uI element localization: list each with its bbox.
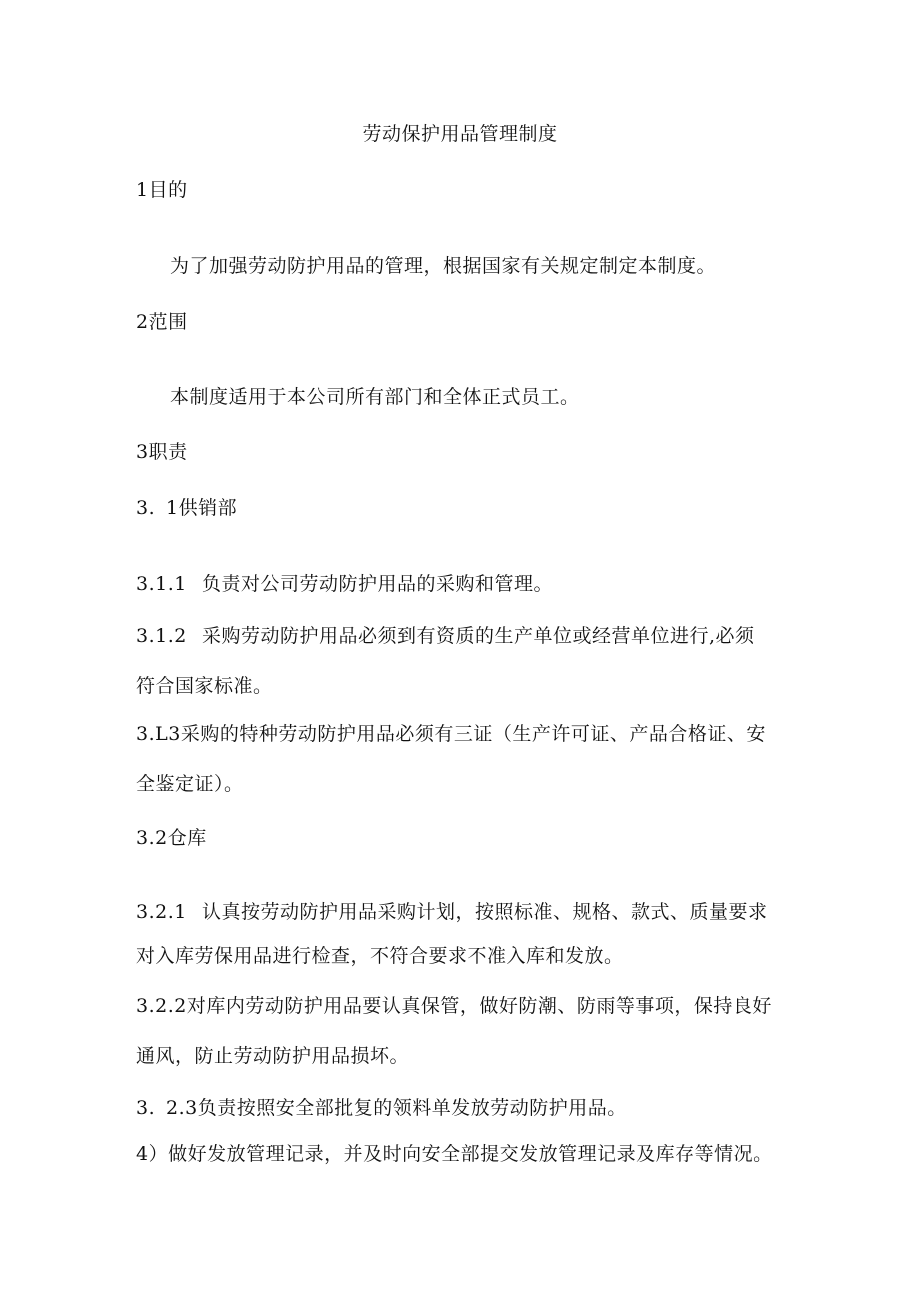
clause-3-1-3-line-1: 3.L3采购的特种劳动防护用品必须有三证（生产许可证、产品合格证、安 (136, 723, 766, 745)
clause-3-2-3-text: 2.3负责按照安全部批复的领料单发放劳动防护用品。 (166, 1097, 627, 1119)
clause-3-1-2-line-2: 符合国家标准。 (136, 675, 273, 697)
clause-3-2-2-line-2: 通风，防止劳动防护用品损坏。 (136, 1045, 410, 1067)
section-3-1-heading-number: 3. (136, 497, 156, 519)
clause-3-2-2-line-1: 3.2.2对库内劳动防护用品要认真保管，做好防潮、防雨等事项，保持良好 (136, 995, 772, 1017)
section-3-heading: 3职责 (136, 441, 188, 463)
section-3-1-heading-text: 1供销部 (166, 497, 238, 519)
clause-3-1-1-number: 3.1.1 (136, 573, 187, 595)
clause-3-1-1 (136, 572, 553, 596)
clause-3-1-2-line-1 (136, 624, 755, 648)
clause-3-2-1-line-2: 对入库劳保用品进行检查，不符合要求不准入库和发放。 (136, 945, 624, 967)
clause-3-1-2-text: 采购劳动防护用品必须到有资质的生产单位或经营单位进行,必须 (202, 625, 755, 647)
clause-3-2-1-line-1 (136, 900, 768, 924)
section-1-body: 为了加强劳动防护用品的管理，根据国家有关规定制定本制度。 (170, 255, 717, 277)
clause-3-2-3 (136, 1096, 627, 1120)
clause-3-2-1-text: 认真按劳动防护用品采购计划，按照标准、规格、款式、质量要求 (202, 901, 768, 923)
clause-3-2-3-number: 3. (136, 1097, 156, 1119)
clause-3-1-3-line-2: 全鉴定证）。 (136, 773, 244, 795)
section-2-body: 本制度适用于本公司所有部门和全体正式员工。 (170, 386, 580, 408)
clause-3-2-4: 4）做好发放管理记录，并及时向安全部提交发放管理记录及库存等情况。 (136, 1143, 773, 1165)
document-title: 劳动保护用品管理制度 (362, 123, 558, 145)
section-2-heading: 2范围 (136, 311, 188, 333)
section-1-heading: 1目的 (136, 179, 188, 201)
clause-3-1-1-text: 负责对公司劳动防护用品的采购和管理。 (202, 573, 554, 595)
clause-3-2-1-number: 3.2.1 (136, 901, 187, 923)
section-3-1-heading (136, 496, 237, 520)
section-3-2-heading: 3.2仓库 (136, 827, 207, 849)
clause-3-1-2-number: 3.1.2 (136, 625, 187, 647)
